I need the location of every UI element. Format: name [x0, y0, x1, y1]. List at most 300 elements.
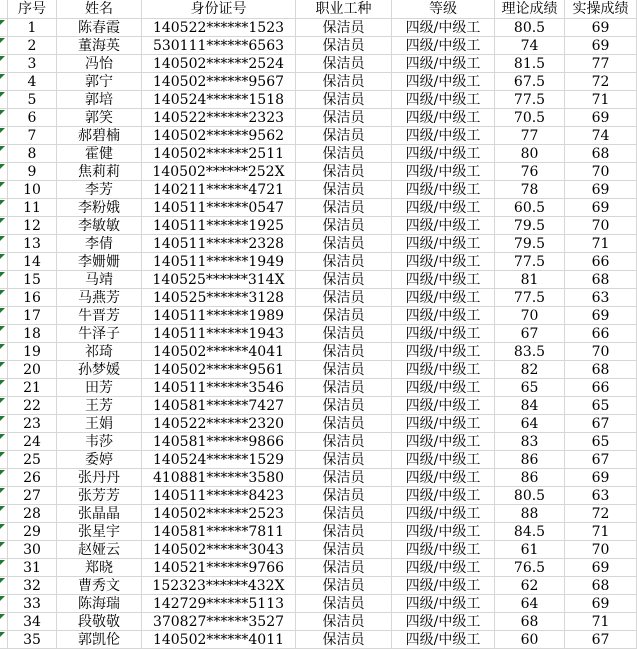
cell-practical-score[interactable]: 68 — [565, 271, 637, 289]
cell-level[interactable]: 四级/中级工 — [392, 109, 495, 127]
cell-serial[interactable]: 20 — [8, 361, 57, 379]
cell-occupation[interactable]: 保洁员 — [296, 343, 392, 361]
cell-theory-score[interactable]: 67 — [495, 325, 565, 343]
cell-id-number[interactable]: 140511******1989 — [142, 307, 296, 325]
row-edge-cell[interactable] — [0, 343, 8, 361]
cell-practical-score[interactable]: 70 — [565, 217, 637, 235]
cell-practical-score[interactable]: 69 — [565, 559, 637, 577]
cell-serial[interactable]: 13 — [8, 235, 57, 253]
cell-serial[interactable]: 29 — [8, 523, 57, 541]
cell-serial[interactable]: 32 — [8, 577, 57, 595]
cell-theory-score[interactable]: 70.5 — [495, 109, 565, 127]
cell-error-indicator-icon — [0, 470, 5, 475]
row-edge-cell[interactable] — [0, 631, 8, 649]
cell-level[interactable]: 四级/中级工 — [392, 631, 495, 649]
row-edge-cell[interactable] — [0, 469, 8, 487]
cell-occupation[interactable]: 保洁员 — [296, 487, 392, 505]
cell-error-indicator-icon — [0, 596, 5, 601]
cell-theory-score[interactable]: 81.5 — [495, 55, 565, 73]
cell-name[interactable]: 王娟 — [57, 415, 142, 433]
row-edge-cell[interactable] — [0, 127, 8, 145]
cell-level[interactable]: 四级/中级工 — [392, 235, 495, 253]
cell-occupation[interactable]: 保洁员 — [296, 307, 392, 325]
cell-id-number[interactable]: 140502******4011 — [142, 631, 296, 649]
row-edge-cell[interactable] — [0, 73, 8, 91]
cell-theory-score[interactable]: 64 — [495, 415, 565, 433]
cell-serial[interactable]: 23 — [8, 415, 57, 433]
cell-name[interactable]: 陈春霞 — [57, 19, 142, 37]
cell-practical-score[interactable]: 65 — [565, 397, 637, 415]
cell-theory-score[interactable]: 76 — [495, 163, 565, 181]
row-edge-cell[interactable] — [0, 145, 8, 163]
cell-practical-score[interactable]: 68 — [565, 361, 637, 379]
row-edge-cell[interactable] — [0, 613, 8, 631]
cell-level[interactable]: 四级/中级工 — [392, 55, 495, 73]
cell-occupation[interactable]: 保洁员 — [296, 91, 392, 109]
cell-practical-score[interactable]: 69 — [565, 199, 637, 217]
row-edge-cell[interactable] — [0, 325, 8, 343]
cell-id-number[interactable]: 140511******1943 — [142, 325, 296, 343]
cell-practical-score[interactable]: 66 — [565, 325, 637, 343]
cell-theory-score[interactable]: 84.5 — [495, 523, 565, 541]
table-row — [0, 523, 637, 541]
cell-practical-score[interactable]: 72 — [565, 505, 637, 523]
cell-name[interactable]: 霍健 — [57, 145, 142, 163]
cell-occupation[interactable]: 保洁员 — [296, 577, 392, 595]
cell-serial[interactable]: 28 — [8, 505, 57, 523]
cell-level[interactable]: 四级/中级工 — [392, 19, 495, 37]
header-occupation[interactable]: 职业工种 — [296, 0, 392, 19]
cell-theory-score[interactable]: 77 — [495, 127, 565, 145]
cell-serial[interactable]: 21 — [8, 379, 57, 397]
cell-practical-score[interactable]: 67 — [565, 631, 637, 649]
cell-practical-score[interactable]: 72 — [565, 73, 637, 91]
cell-level[interactable]: 四级/中级工 — [392, 595, 495, 613]
row-edge-cell[interactable] — [0, 181, 8, 199]
cell-practical-score[interactable]: 66 — [565, 379, 637, 397]
cell-theory-score[interactable]: 84 — [495, 397, 565, 415]
cell-practical-score[interactable]: 70 — [565, 163, 637, 181]
cell-id-number[interactable]: 370827******3527 — [142, 613, 296, 631]
cell-name[interactable]: 牛晋芳 — [57, 307, 142, 325]
cell-id-number[interactable]: 140502******9561 — [142, 361, 296, 379]
row-edge-cell[interactable] — [0, 307, 8, 325]
row-edge-cell[interactable] — [0, 415, 8, 433]
cell-serial[interactable]: 34 — [8, 613, 57, 631]
cell-level[interactable]: 四级/中级工 — [392, 505, 495, 523]
cell-occupation[interactable]: 保洁员 — [296, 127, 392, 145]
row-edge-cell[interactable] — [0, 289, 8, 307]
cell-occupation[interactable]: 保洁员 — [296, 109, 392, 127]
cell-level[interactable]: 四级/中级工 — [392, 163, 495, 181]
cell-serial[interactable]: 2 — [8, 37, 57, 55]
cell-theory-score[interactable]: 79.5 — [495, 217, 565, 235]
cell-id-number[interactable]: 410881******3580 — [142, 469, 296, 487]
cell-level[interactable]: 四级/中级工 — [392, 487, 495, 505]
table-row — [0, 235, 637, 253]
cell-name[interactable]: 董海英 — [57, 37, 142, 55]
cell-serial[interactable]: 4 — [8, 73, 57, 91]
cell-occupation[interactable]: 保洁员 — [296, 55, 392, 73]
cell-name[interactable]: 李芳 — [57, 181, 142, 199]
cell-level[interactable]: 四级/中级工 — [392, 253, 495, 271]
cell-serial[interactable]: 17 — [8, 307, 57, 325]
cell-id-number[interactable]: 140502******252X — [142, 163, 296, 181]
row-edge-cell[interactable] — [0, 199, 8, 217]
cell-theory-score[interactable]: 83.5 — [495, 343, 565, 361]
row-edge-cell[interactable] — [0, 487, 8, 505]
cell-error-indicator-icon — [0, 344, 5, 349]
cell-practical-score[interactable]: 69 — [565, 469, 637, 487]
cell-theory-score[interactable]: 60.5 — [495, 199, 565, 217]
cell-practical-score[interactable]: 71 — [565, 235, 637, 253]
cell-practical-score[interactable]: 69 — [565, 37, 637, 55]
cell-serial[interactable]: 18 — [8, 325, 57, 343]
cell-level[interactable]: 四级/中级工 — [392, 613, 495, 631]
cell-theory-score[interactable]: 80.5 — [495, 19, 565, 37]
cell-serial[interactable]: 15 — [8, 271, 57, 289]
cell-practical-score[interactable]: 69 — [565, 595, 637, 613]
cell-name[interactable]: 马靖 — [57, 271, 142, 289]
cell-theory-score[interactable]: 62 — [495, 577, 565, 595]
cell-id-number[interactable]: 140522******2320 — [142, 415, 296, 433]
row-edge-cell[interactable] — [0, 271, 8, 289]
cell-practical-score[interactable]: 69 — [565, 109, 637, 127]
cell-practical-score[interactable]: 65 — [565, 433, 637, 451]
cell-name[interactable]: 曹秀文 — [57, 577, 142, 595]
cell-occupation[interactable]: 保洁员 — [296, 595, 392, 613]
cell-id-number[interactable]: 140511******0547 — [142, 199, 296, 217]
cell-practical-score[interactable]: 70 — [565, 343, 637, 361]
row-edge-cell[interactable] — [0, 523, 8, 541]
cell-serial[interactable]: 31 — [8, 559, 57, 577]
cell-id-number[interactable]: 152323******432X — [142, 577, 296, 595]
cell-serial[interactable]: 25 — [8, 451, 57, 469]
cell-id-number[interactable]: 140502******2524 — [142, 55, 296, 73]
cell-name[interactable]: 赵娅云 — [57, 541, 142, 559]
cell-id-number[interactable]: 140511******1949 — [142, 253, 296, 271]
cell-serial[interactable]: 10 — [8, 181, 57, 199]
cell-occupation[interactable]: 保洁员 — [296, 19, 392, 37]
cell-id-number[interactable]: 140502******4041 — [142, 343, 296, 361]
cell-theory-score[interactable]: 61 — [495, 541, 565, 559]
cell-name[interactable]: 郭笑 — [57, 109, 142, 127]
cell-id-number[interactable]: 140511******8423 — [142, 487, 296, 505]
row-edge-cell[interactable] — [0, 577, 8, 595]
cell-name[interactable]: 焦莉莉 — [57, 163, 142, 181]
cell-name[interactable]: 郑晓 — [57, 559, 142, 577]
row-edge-cell[interactable] — [0, 361, 8, 379]
cell-id-number[interactable]: 140502******9567 — [142, 73, 296, 91]
cell-theory-score[interactable]: 67.5 — [495, 73, 565, 91]
cell-level[interactable]: 四级/中级工 — [392, 415, 495, 433]
cell-occupation[interactable]: 保洁员 — [296, 505, 392, 523]
cell-serial[interactable]: 33 — [8, 595, 57, 613]
cell-theory-score[interactable]: 80.5 — [495, 487, 565, 505]
cell-occupation[interactable]: 保洁员 — [296, 631, 392, 649]
cell-level[interactable]: 四级/中级工 — [392, 541, 495, 559]
cell-level[interactable]: 四级/中级工 — [392, 73, 495, 91]
cell-theory-score[interactable]: 86 — [495, 451, 565, 469]
cell-name[interactable]: 张星宇 — [57, 523, 142, 541]
cell-id-number[interactable]: 142729******5113 — [142, 595, 296, 613]
cell-theory-score[interactable]: 77.5 — [495, 289, 565, 307]
row-edge-cell[interactable] — [0, 109, 8, 127]
cell-occupation[interactable]: 保洁员 — [296, 469, 392, 487]
table-row — [0, 613, 637, 631]
cell-occupation[interactable]: 保洁员 — [296, 613, 392, 631]
row-edge-cell[interactable] — [0, 37, 8, 55]
cell-name[interactable]: 李姗姗 — [57, 253, 142, 271]
cell-id-number[interactable]: 140521******9766 — [142, 559, 296, 577]
cell-id-number[interactable]: 140511******1925 — [142, 217, 296, 235]
row-edge-cell[interactable] — [0, 253, 8, 271]
cell-level[interactable]: 四级/中级工 — [392, 289, 495, 307]
table-row — [0, 415, 637, 433]
cell-theory-score[interactable]: 74 — [495, 37, 565, 55]
cell-occupation[interactable]: 保洁员 — [296, 163, 392, 181]
cell-level[interactable]: 四级/中级工 — [392, 37, 495, 55]
cell-practical-score[interactable]: 70 — [565, 541, 637, 559]
cell-theory-score[interactable]: 68 — [495, 613, 565, 631]
row-edge-cell[interactable] — [0, 55, 8, 73]
cell-id-number[interactable]: 140502******2523 — [142, 505, 296, 523]
cell-occupation[interactable]: 保洁员 — [296, 451, 392, 469]
cell-name[interactable]: 张芳芳 — [57, 487, 142, 505]
cell-occupation[interactable]: 保洁员 — [296, 361, 392, 379]
cell-practical-score[interactable]: 63 — [565, 289, 637, 307]
cell-id-number[interactable]: 140522******2323 — [142, 109, 296, 127]
cell-serial[interactable]: 26 — [8, 469, 57, 487]
cell-id-number[interactable]: 140502******2511 — [142, 145, 296, 163]
cell-level[interactable]: 四级/中级工 — [392, 379, 495, 397]
header-theory-score[interactable]: 理论成绩 — [495, 0, 565, 19]
cell-level[interactable]: 四级/中级工 — [392, 451, 495, 469]
cell-serial[interactable]: 24 — [8, 433, 57, 451]
cell-level[interactable]: 四级/中级工 — [392, 577, 495, 595]
cell-practical-score[interactable]: 69 — [565, 307, 637, 325]
cell-serial[interactable]: 7 — [8, 127, 57, 145]
row-edge-cell[interactable] — [0, 235, 8, 253]
cell-practical-score[interactable]: 63 — [565, 487, 637, 505]
cell-occupation[interactable]: 保洁员 — [296, 325, 392, 343]
header-practical-score[interactable]: 实操成绩 — [565, 0, 637, 19]
cell-practical-score[interactable]: 71 — [565, 613, 637, 631]
cell-level[interactable]: 四级/中级工 — [392, 217, 495, 235]
cell-name[interactable]: 段敬敬 — [57, 613, 142, 631]
cell-id-number[interactable]: 530111******6563 — [142, 37, 296, 55]
row-edge-cell[interactable] — [0, 559, 8, 577]
cell-occupation[interactable]: 保洁员 — [296, 559, 392, 577]
cell-id-number[interactable]: 140524******1518 — [142, 91, 296, 109]
cell-theory-score[interactable]: 64 — [495, 595, 565, 613]
cell-occupation[interactable]: 保洁员 — [296, 289, 392, 307]
cell-name[interactable]: 李粉娥 — [57, 199, 142, 217]
cell-id-number[interactable]: 140525******3128 — [142, 289, 296, 307]
cell-level[interactable]: 四级/中级工 — [392, 271, 495, 289]
cell-level[interactable]: 四级/中级工 — [392, 199, 495, 217]
row-edge-cell[interactable] — [0, 397, 8, 415]
cell-practical-score[interactable]: 71 — [565, 523, 637, 541]
cell-serial[interactable]: 14 — [8, 253, 57, 271]
cell-theory-score[interactable]: 65 — [495, 379, 565, 397]
table-row — [0, 217, 637, 235]
cell-id-number[interactable]: 140581******7427 — [142, 397, 296, 415]
cell-serial[interactable]: 11 — [8, 199, 57, 217]
cell-serial[interactable]: 9 — [8, 163, 57, 181]
cell-id-number[interactable]: 140581******9866 — [142, 433, 296, 451]
cell-id-number[interactable]: 140211******4721 — [142, 181, 296, 199]
cell-level[interactable]: 四级/中级工 — [392, 559, 495, 577]
cell-occupation[interactable]: 保洁员 — [296, 145, 392, 163]
cell-name[interactable]: 郝碧楠 — [57, 127, 142, 145]
cell-name[interactable]: 田芳 — [57, 379, 142, 397]
table-row — [0, 451, 637, 469]
cell-practical-score[interactable]: 71 — [565, 91, 637, 109]
cell-name[interactable]: 郭宁 — [57, 73, 142, 91]
row-edge-cell[interactable] — [0, 433, 8, 451]
cell-name[interactable]: 马燕芳 — [57, 289, 142, 307]
cell-theory-score[interactable]: 70 — [495, 307, 565, 325]
cell-serial[interactable]: 27 — [8, 487, 57, 505]
cell-practical-score[interactable]: 67 — [565, 415, 637, 433]
cell-theory-score[interactable]: 60 — [495, 631, 565, 649]
cell-serial[interactable]: 30 — [8, 541, 57, 559]
cell-id-number[interactable]: 140522******1523 — [142, 19, 296, 37]
cell-occupation[interactable]: 保洁员 — [296, 433, 392, 451]
cell-name[interactable]: 祁琦 — [57, 343, 142, 361]
cell-id-number[interactable]: 140502******9562 — [142, 127, 296, 145]
cell-id-number[interactable]: 140581******7811 — [142, 523, 296, 541]
cell-level[interactable]: 四级/中级工 — [392, 397, 495, 415]
cell-name[interactable]: 郭凯伦 — [57, 631, 142, 649]
cell-name[interactable]: 张丹丹 — [57, 469, 142, 487]
cell-occupation[interactable]: 保洁员 — [296, 37, 392, 55]
cell-name[interactable]: 委婷 — [57, 451, 142, 469]
cell-practical-score[interactable]: 69 — [565, 19, 637, 37]
cell-serial[interactable]: 16 — [8, 289, 57, 307]
cell-error-indicator-icon — [0, 560, 5, 565]
cell-occupation[interactable]: 保洁员 — [296, 217, 392, 235]
row-edge-cell[interactable] — [0, 595, 8, 613]
cell-occupation[interactable]: 保洁员 — [296, 73, 392, 91]
cell-level[interactable]: 四级/中级工 — [392, 325, 495, 343]
cell-level[interactable]: 四级/中级工 — [392, 469, 495, 487]
cell-occupation[interactable]: 保洁员 — [296, 541, 392, 559]
cell-serial[interactable]: 8 — [8, 145, 57, 163]
cell-practical-score[interactable]: 66 — [565, 253, 637, 271]
cell-level[interactable]: 四级/中级工 — [392, 307, 495, 325]
row-edge-cell[interactable] — [0, 505, 8, 523]
cell-level[interactable]: 四级/中级工 — [392, 361, 495, 379]
cell-serial[interactable]: 22 — [8, 397, 57, 415]
row-edge-cell[interactable] — [0, 19, 8, 37]
cell-practical-score[interactable]: 77 — [565, 55, 637, 73]
cell-theory-score[interactable]: 77.5 — [495, 91, 565, 109]
cell-name[interactable]: 王芳 — [57, 397, 142, 415]
cell-practical-score[interactable]: 68 — [565, 145, 637, 163]
cell-occupation[interactable]: 保洁员 — [296, 415, 392, 433]
table-row — [0, 325, 637, 343]
cell-id-number[interactable]: 140511******2328 — [142, 235, 296, 253]
cell-error-indicator-icon — [0, 452, 5, 457]
header-level[interactable]: 等级 — [392, 0, 495, 19]
cell-theory-score[interactable]: 81 — [495, 271, 565, 289]
cell-level[interactable]: 四级/中级工 — [392, 433, 495, 451]
cell-name[interactable]: 韦莎 — [57, 433, 142, 451]
cell-id-number[interactable]: 140502******3043 — [142, 541, 296, 559]
header-edge-cell[interactable] — [0, 0, 8, 19]
row-edge-cell[interactable] — [0, 379, 8, 397]
cell-theory-score[interactable]: 86 — [495, 469, 565, 487]
row-edge-cell[interactable] — [0, 163, 8, 181]
cell-serial[interactable]: 19 — [8, 343, 57, 361]
cell-name[interactable]: 李敏敏 — [57, 217, 142, 235]
cell-theory-score[interactable]: 76.5 — [495, 559, 565, 577]
row-edge-cell[interactable] — [0, 91, 8, 109]
cell-name[interactable]: 李倩 — [57, 235, 142, 253]
cell-name[interactable]: 冯怡 — [57, 55, 142, 73]
cell-id-number[interactable]: 140511******3546 — [142, 379, 296, 397]
cell-serial[interactable]: 1 — [8, 19, 57, 37]
cell-serial[interactable]: 3 — [8, 55, 57, 73]
cell-name[interactable]: 孙梦媛 — [57, 361, 142, 379]
cell-serial[interactable]: 12 — [8, 217, 57, 235]
row-edge-cell[interactable] — [0, 217, 8, 235]
cell-theory-score[interactable]: 79.5 — [495, 235, 565, 253]
header-id-number[interactable]: 身份证号 — [142, 0, 296, 19]
cell-level[interactable]: 四级/中级工 — [392, 127, 495, 145]
cell-practical-score[interactable]: 69 — [565, 181, 637, 199]
cell-occupation[interactable]: 保洁员 — [296, 523, 392, 541]
cell-occupation[interactable]: 保洁员 — [296, 199, 392, 217]
cell-practical-score[interactable]: 74 — [565, 127, 637, 145]
cell-occupation[interactable]: 保洁员 — [296, 235, 392, 253]
cell-name[interactable]: 陈海瑞 — [57, 595, 142, 613]
cell-theory-score[interactable]: 77.5 — [495, 253, 565, 271]
cell-theory-score[interactable]: 80 — [495, 145, 565, 163]
cell-name[interactable]: 张晶晶 — [57, 505, 142, 523]
cell-id-number[interactable]: 140524******1529 — [142, 451, 296, 469]
cell-level[interactable]: 四级/中级工 — [392, 343, 495, 361]
cell-practical-score[interactable]: 68 — [565, 577, 637, 595]
cell-occupation[interactable]: 保洁员 — [296, 397, 392, 415]
cell-level[interactable]: 四级/中级工 — [392, 523, 495, 541]
cell-theory-score[interactable]: 83 — [495, 433, 565, 451]
header-name[interactable]: 姓名 — [57, 0, 142, 19]
cell-theory-score[interactable]: 82 — [495, 361, 565, 379]
cell-theory-score[interactable]: 88 — [495, 505, 565, 523]
cell-serial[interactable]: 5 — [8, 91, 57, 109]
cell-serial[interactable]: 6 — [8, 109, 57, 127]
row-edge-cell[interactable] — [0, 541, 8, 559]
cell-level[interactable]: 四级/中级工 — [392, 91, 495, 109]
cell-occupation[interactable]: 保洁员 — [296, 271, 392, 289]
cell-occupation[interactable]: 保洁员 — [296, 379, 392, 397]
cell-occupation[interactable]: 保洁员 — [296, 253, 392, 271]
cell-serial[interactable]: 35 — [8, 631, 57, 649]
cell-id-number[interactable]: 140525******314X — [142, 271, 296, 289]
cell-name[interactable]: 郭培 — [57, 91, 142, 109]
row-edge-cell[interactable] — [0, 451, 8, 469]
cell-level[interactable]: 四级/中级工 — [392, 145, 495, 163]
header-serial[interactable]: 序号 — [8, 0, 57, 19]
cell-theory-score[interactable]: 78 — [495, 181, 565, 199]
cell-name[interactable]: 牛泽子 — [57, 325, 142, 343]
cell-level[interactable]: 四级/中级工 — [392, 181, 495, 199]
cell-occupation[interactable]: 保洁员 — [296, 181, 392, 199]
cell-practical-score[interactable]: 67 — [565, 451, 637, 469]
